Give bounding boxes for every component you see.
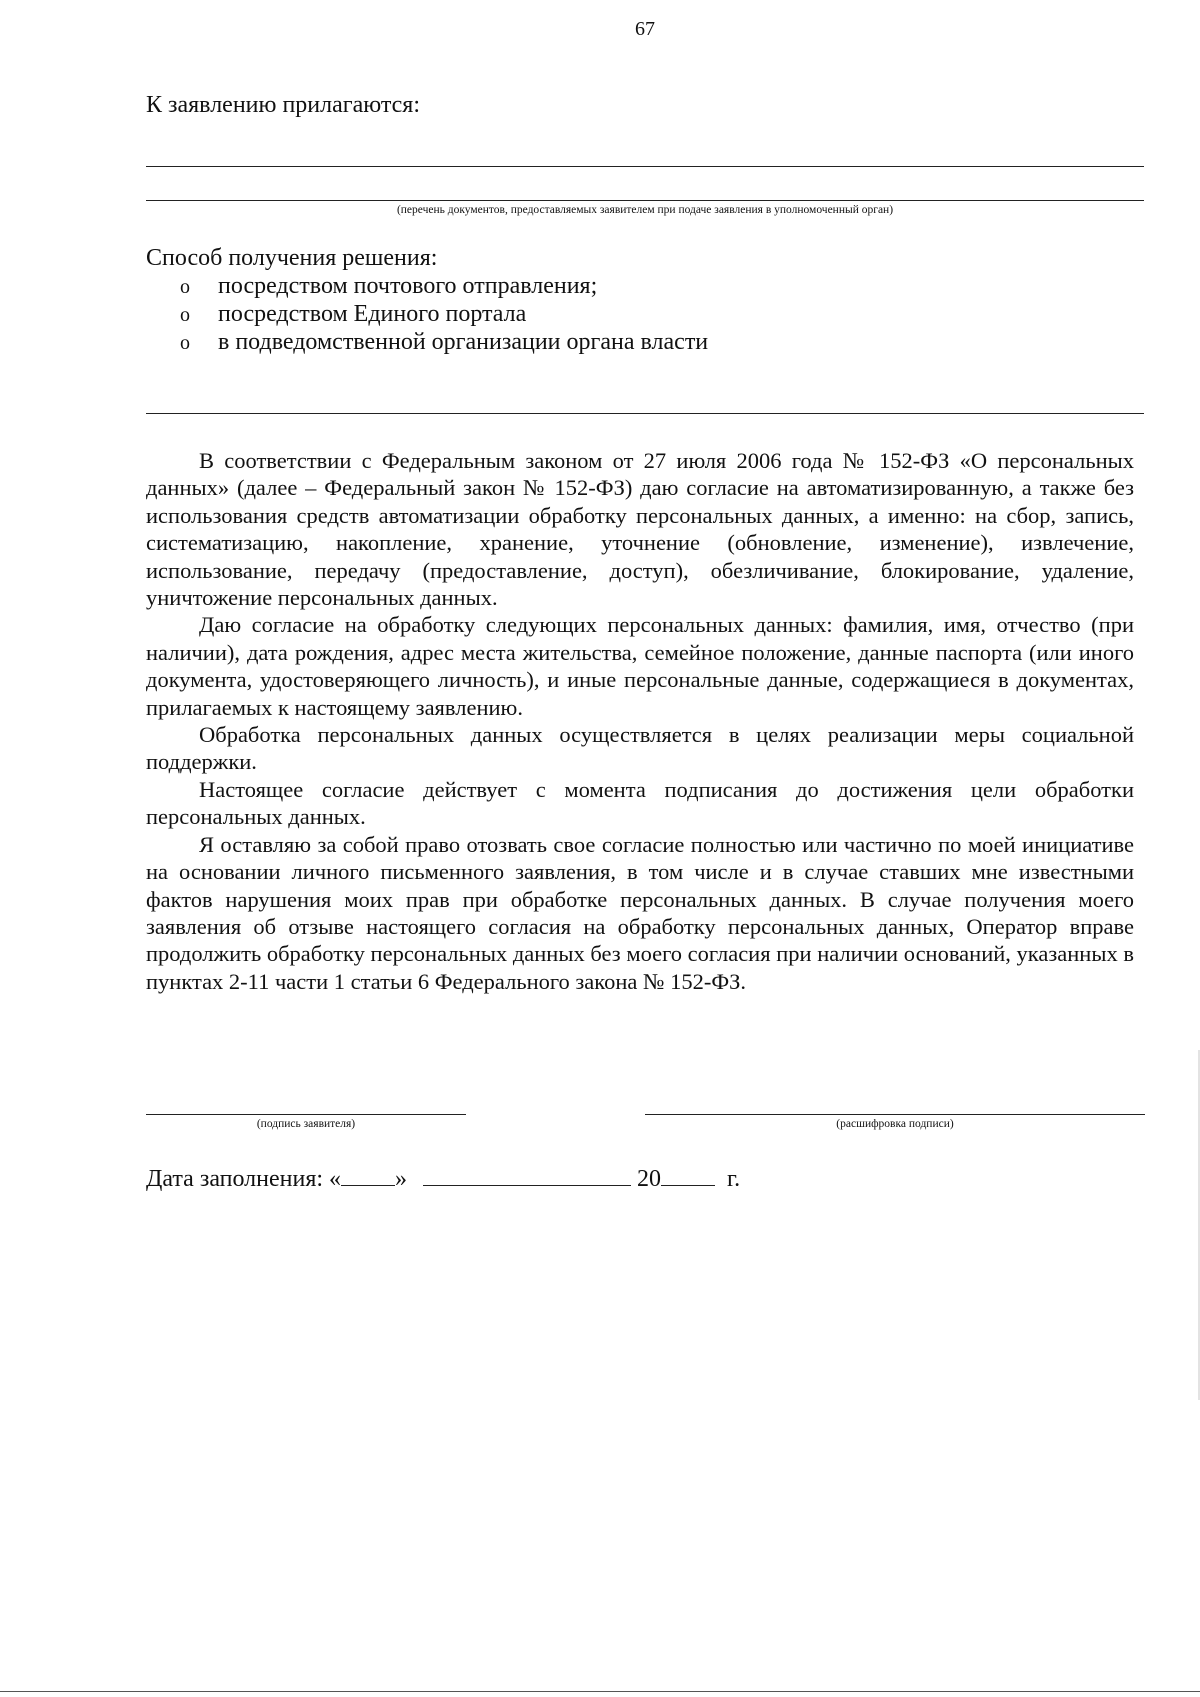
fill-date-label: Дата заполнения: (146, 1166, 324, 1192)
attachments-line-1[interactable] (146, 166, 1144, 167)
delivery-option-portal[interactable] (180, 301, 708, 329)
year-field[interactable] (661, 1163, 715, 1186)
attachments-caption: (перечень документов, предоставляемых заявителем при подаче заявления в уполномоченный орган) (396, 204, 894, 216)
signature-decoding-caption: (расшифровка подписи) (836, 1118, 954, 1130)
consent-paragraph: Обработка персональных данных осуществляется в целях реализации меры социальной поддержки. (146, 722, 1134, 775)
month-field[interactable] (423, 1163, 631, 1186)
delivery-option-organization[interactable] (180, 329, 708, 357)
delivery-option-label: посредством почтового отправления; (218, 273, 598, 299)
attachments-line-2[interactable] (146, 200, 1144, 201)
consent-paragraph: Настоящее согласие действует с момента подписания до достижения цели обработки персональных данных. (146, 776, 1134, 830)
consent-paragraph: В соответствии с Федеральным законом от 27 июля 2006 года № 152-ФЗ «О персональных данных» (далее – Федеральный закон № 152-ФЗ) даю согласие на автоматизированную, а также без использования средств автоматизации обработку персональных данных, а именно: на сбор, запись, систематизацию, накопление, хранение, уточнение (обновление, изменение), извлечение, использование, передачу (предоставление, доступ), обезличивание, блокирование, удаление, уничтожение персональных данных. (146, 448, 1134, 611)
consent-text (146, 447, 1134, 995)
applicant-signature-line[interactable] (146, 1114, 466, 1115)
radio-circle-icon[interactable]: o (180, 332, 190, 354)
delivery-separator (146, 413, 1144, 414)
open-quote: « (329, 1166, 342, 1192)
signature-decoding-line[interactable] (645, 1114, 1145, 1115)
year-suffix: г. (727, 1166, 741, 1192)
radio-circle-icon[interactable]: o (180, 276, 190, 298)
delivery-option-label: посредством Единого портала (218, 301, 527, 327)
close-quote: » (395, 1166, 408, 1192)
delivery-option-mail[interactable] (180, 273, 708, 301)
delivery-option-label: в подведомственной организации органа власти (218, 329, 709, 355)
consent-paragraph: Даю согласие на обработку следующих персональных данных: фамилия, имя, отчество (при наличии), дата рождения, адрес места жительства, семейное положение, данные паспорта (или иного документа, удостоверяющего личность), и иные персональные данные, содержащиеся в документах, прилагаемых к настоящему заявлению. (146, 612, 1134, 720)
fill-date-row (146, 1163, 740, 1193)
delivery-options (180, 273, 708, 357)
day-field[interactable] (341, 1163, 395, 1186)
applicant-signature-caption: (подпись заявителя) (256, 1118, 356, 1130)
page-number: 67 (635, 18, 655, 40)
consent-paragraph: Я оставляю за собой право отозвать свое согласие полностью или частично по моей инициативе на основании личного письменного заявления, в том числе и в случае ставших мне известными фактов нарушения моих прав при обработке персональных данных. В случае получения моего заявления об отзыве настоящего согласия на обработку персональных данных, Оператор вправе продолжить обработку персональных данных без моего согласия при наличии оснований, указанных в пунктах 2-11 части 1 статьи 6 Федерального закона № 152-ФЗ. (146, 831, 1134, 994)
delivery-heading: Способ получения решения: (146, 245, 438, 271)
radio-circle-icon[interactable]: o (180, 304, 190, 326)
attachments-heading: К заявлению прилагаются: (146, 92, 421, 118)
year-prefix: 20 (637, 1166, 662, 1192)
scan-bottom-edge (0, 1691, 1200, 1692)
